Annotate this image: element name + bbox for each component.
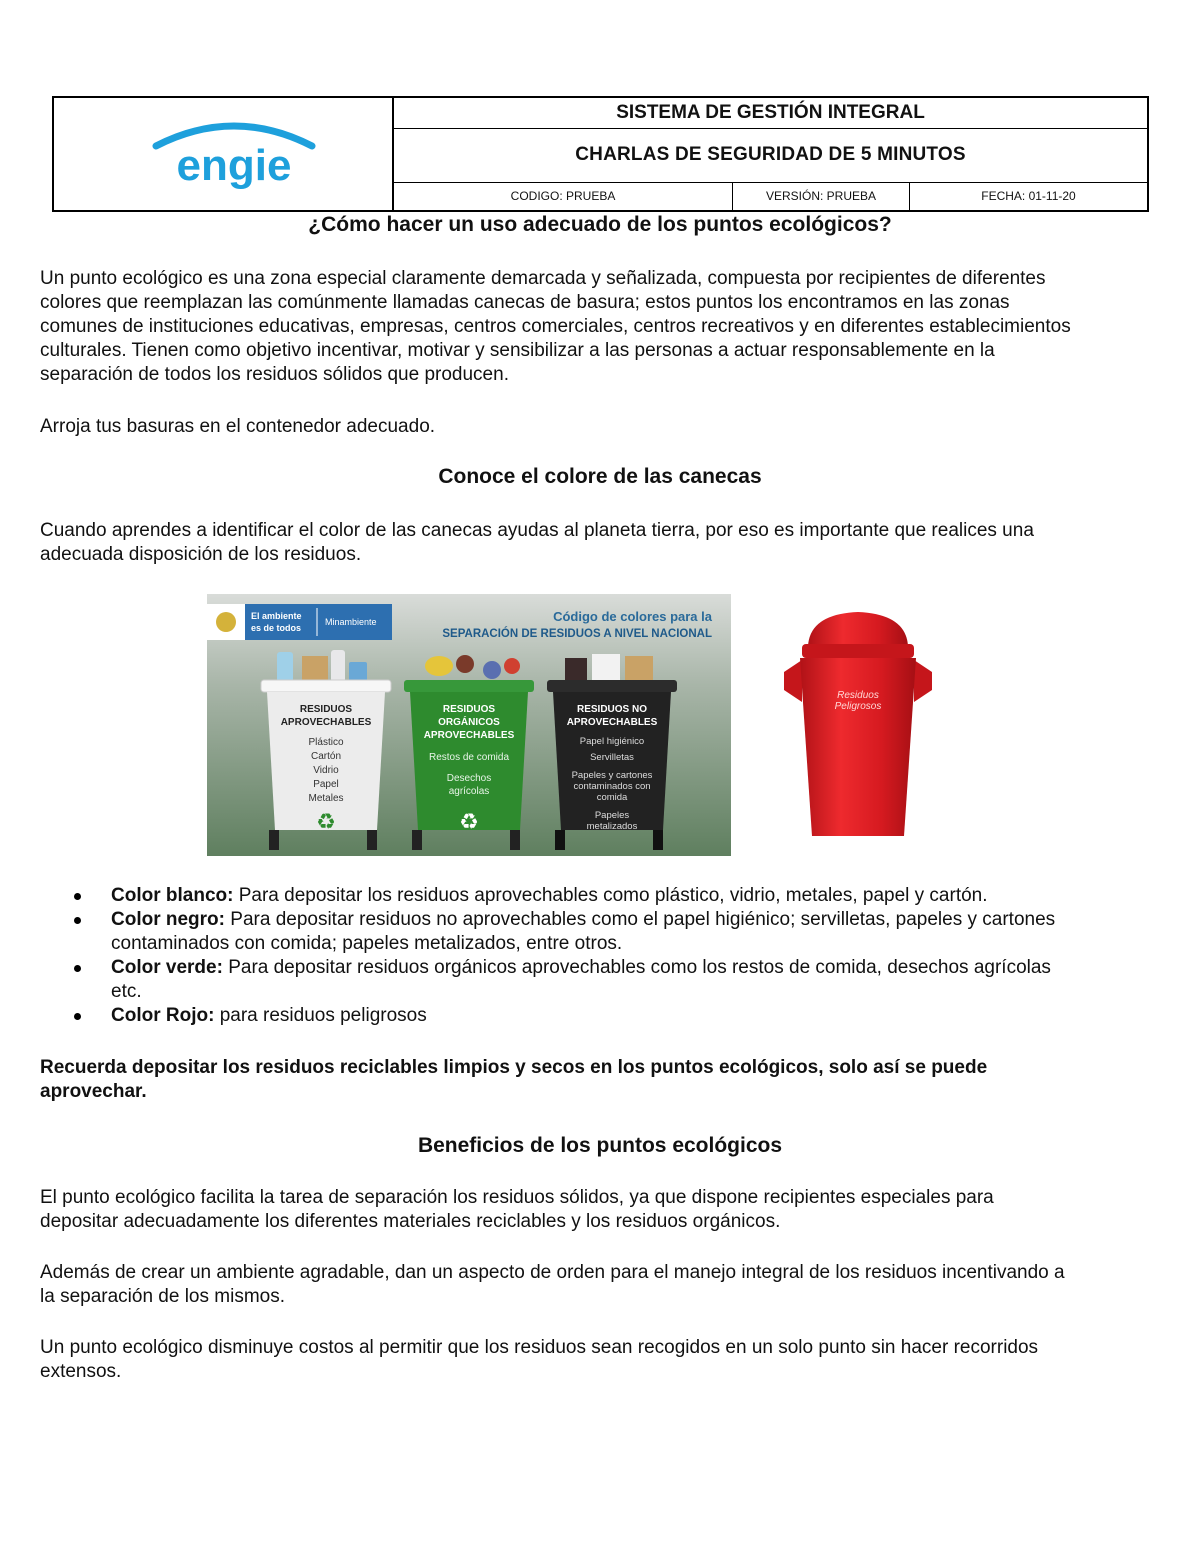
list-item (40, 1004, 1165, 1028)
bullet-icon (74, 965, 81, 972)
bin-title-line: APROVECHABLES (423, 730, 515, 741)
bin-title-line: RESIDUOS (442, 704, 496, 715)
bullet-label: Color negro: (111, 909, 225, 930)
benefit-paragraph-1 (40, 1186, 1165, 1234)
text-line: Además de crear un ambiente agradable, dan un aspecto de orden para el manejo integral de los residuos incentivando a (40, 1262, 1065, 1283)
document-date: FECHA: 01-11-20 (981, 189, 1076, 203)
benefit-paragraph-2 (40, 1261, 1165, 1309)
list-item (40, 884, 1165, 908)
text-line: colores que reemplazan las comúnmente llamadas canecas de basura; estos puntos los encontramos en las zonas (40, 292, 1010, 313)
bin-item: Vidrio (313, 765, 339, 776)
document-code: CODIGO: PRUEBA (394, 182, 733, 210)
bin-item: Servilletas (590, 752, 634, 763)
bin-body (800, 658, 916, 836)
text-line: culturales. Tienen como objetivo incentivar, motivar y sensibilizar a las personas a actuar responsablemente en la (40, 340, 995, 361)
recuerda-paragraph (40, 1056, 1165, 1104)
color-code-infographic (207, 594, 731, 856)
document-version: VERSIÓN: PRUEBA (733, 182, 910, 210)
bin-title-line: RESIDUOS NO (576, 704, 648, 715)
engie-logo (144, 112, 324, 192)
bin-item: Cartón (310, 751, 342, 762)
bin-item: Papel (313, 779, 339, 790)
arroja-paragraph: Arroja tus basuras en el contenedor adecuado. (40, 416, 436, 437)
list-item (40, 908, 1165, 956)
text-line: adecuada disposición de los residuos. (40, 544, 362, 565)
bin-item: agrícolas (448, 786, 490, 797)
text-line: Recuerda depositar los residuos reciclables limpios y secos en los puntos ecológicos, solo así se puede (40, 1057, 988, 1078)
bin-item: Papeles (594, 810, 630, 821)
text-line: aprovechar. (40, 1081, 147, 1102)
brand-line-2: es de todos (251, 623, 302, 633)
bin-item: Papeles y cartones (571, 770, 653, 781)
green-bin (404, 680, 534, 850)
bin-item: Plástico (308, 737, 344, 748)
section-title-colors: Conoce el colore de las canecas (438, 465, 762, 488)
logo-cell (54, 98, 394, 210)
ministry-name: Minambiente (325, 617, 377, 627)
bin-title-line: APROVECHABLES (280, 717, 372, 728)
non-recyclable-pile-icon (565, 654, 653, 682)
text-line: depositar adecuadamente los diferentes materiales reciclables y los residuos orgánicos. (40, 1211, 781, 1232)
brand-line-1: El ambiente (251, 611, 302, 621)
shield-emblem-icon (216, 612, 236, 632)
text-line: separación de todos los residuos sólidos que producen. (40, 364, 509, 385)
text-line: El punto ecológico facilita la tarea de separación los residuos sólidos, ya que dispone recipientes especiales para (40, 1187, 994, 1208)
svg-text:engie: engie (176, 141, 292, 190)
black-bin (547, 680, 677, 850)
bin-item: metalizados (586, 821, 638, 832)
system-name: SISTEMA DE GESTIÓN INTEGRAL (394, 98, 1147, 129)
bin-item: contaminados con (573, 781, 651, 792)
document-meta-row (394, 182, 1147, 210)
bin-item: Desechos (446, 773, 492, 784)
list-item (40, 956, 1165, 1004)
white-bin (261, 680, 391, 850)
bullet-text: para residuos peligrosos (214, 1005, 427, 1026)
bullet-text: etc. (111, 981, 142, 1002)
bin-lid (808, 612, 908, 646)
bullet-label: Color blanco: (111, 885, 234, 906)
bin-title-line: APROVECHABLES (566, 717, 658, 728)
bin-handle-left (784, 660, 802, 702)
bin-title-line: RESIDUOS (299, 704, 353, 715)
red-bin-label-2: Peligrosos (834, 701, 882, 712)
infographic-heading-2: SEPARACIÓN DE RESIDUOS A NIVEL NACIONAL (442, 628, 712, 640)
text-line: Un punto ecológico es una zona especial claramente demarcada y señalizada, compuesta por recipientes de diferentes (40, 268, 1046, 289)
bullet-icon (74, 1013, 81, 1020)
recycle-icon: ♻ (459, 809, 479, 834)
red-hazardous-bin-image (780, 610, 936, 842)
bullet-text: Para depositar residuos no aprovechables como el papel higiénico; servilletas, papeles y cartones (225, 909, 1056, 930)
bullet-text: Para depositar los residuos aprovechables como plástico, vidrio, metales, papel y cartón. (233, 885, 988, 906)
bullet-label: Color Rojo: (111, 1005, 215, 1026)
text-line: extensos. (40, 1361, 122, 1382)
bullet-icon (74, 917, 81, 924)
main-title: ¿Cómo hacer un uso adecuado de los puntos ecológicos? (308, 213, 892, 236)
color-bullet-list (40, 884, 1165, 1028)
text-line: Cuando aprendes a identificar el color de las canecas ayudas al planeta tierra, por eso es importante que realices una (40, 520, 1034, 541)
bin-title-line: ORGÁNICOS (438, 717, 500, 728)
bin-item: comida (596, 792, 628, 803)
colors-intro-paragraph (40, 519, 1165, 567)
recycle-icon: ♻ (316, 809, 336, 834)
text-line: comunes de instituciones educativas, empresas, centros comerciales, centros recreativos y en diferentes establecimientos (40, 316, 1071, 337)
bin-item: Metales (308, 793, 344, 804)
bullet-icon (74, 893, 81, 900)
intro-paragraph (40, 267, 1165, 387)
bullet-text: contaminados con comida; papeles metalizados, entre otros. (111, 933, 623, 954)
bin-item: Restos de comida (428, 752, 510, 763)
bin-handle-right (914, 660, 932, 702)
bullet-label: Color verde: (111, 957, 223, 978)
section-title-benefits: Beneficios de los puntos ecológicos (417, 1134, 783, 1157)
document-header-table (52, 96, 1149, 212)
infographic-heading-1: Código de colores para la (553, 609, 712, 624)
text-line: la separación de los mismos. (40, 1286, 285, 1307)
bullet-text: Para depositar residuos orgánicos aprovechables como los restos de comida, desechos agrícolas (222, 957, 1051, 978)
red-bin-label-1: Residuos (837, 690, 879, 701)
text-line: Un punto ecológico disminuye costos al permitir que los residuos sean recogidos en un solo punto sin hacer recorridos (40, 1337, 1039, 1358)
document-title: CHARLAS DE SEGURIDAD DE 5 MINUTOS (394, 128, 1147, 183)
bin-item: Papel higiénico (579, 736, 645, 747)
benefit-paragraph-3 (40, 1336, 1165, 1384)
